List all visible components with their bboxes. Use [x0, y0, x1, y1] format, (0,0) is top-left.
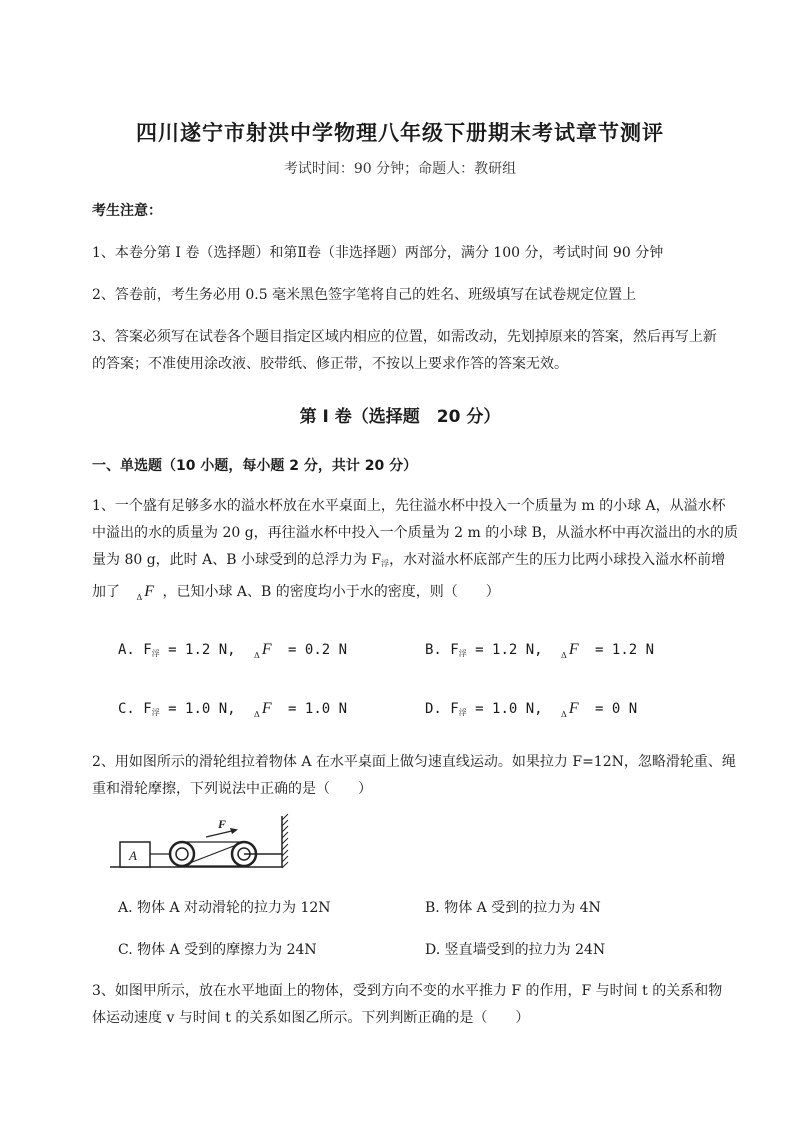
notice-item-2: 2、答卷前，考生务必用 0.5 毫米黑色签字笔将自己的姓名、班级填写在试卷规定位置上 [92, 287, 637, 303]
q2-line-1: 2、用如图所示的滑轮组拉着物体 A 在水平桌面上做匀速直线运动。如果拉力 F=12N，忽略滑轮重、绳 [92, 754, 736, 770]
q1-line-4a: 加了 [92, 584, 120, 600]
q2-option-a[interactable]: A. 物体 A 对动滑轮的拉力为 12N [118, 900, 331, 916]
q1-line-1: 1、一个盛有足够多水的溢水杯放在水平桌面上，先往溢水杯中投入一个质量为 m 的小球 A，从溢水杯 [92, 498, 726, 514]
option-delta-value: = 0.2 N [288, 642, 348, 658]
q2-option-d[interactable]: D. 竖直墙受到的拉力为 24N [425, 942, 606, 958]
buoyancy-subscript: 浮 [151, 708, 160, 717]
q2-option-b[interactable]: B. 物体 A 受到的拉力为 4N [425, 900, 601, 916]
page-title: 四川遂宁市射洪中学物理八年级下册期末考试章节测评 [136, 121, 664, 145]
option-delta-value: = 0 N [595, 701, 638, 717]
q1-option-a[interactable]: A. $F_浮 = 1.2$ N, $_\Delta$ F = 0.2 N [118, 641, 348, 660]
q3-line-2: 体运动速度 v 与时间 t 的关系如图乙所示。下列判断正确的是（ ） [92, 1010, 530, 1026]
notice-item-1: 1、本卷分第 I 卷（选择题）和第Ⅱ卷（非选择题）两部分，满分 100 分，考试时间 90 分钟 [92, 245, 664, 261]
q3-line-1: 3、如图甲所示，放在水平地面上的物体，受到方向不变的水平推力 F 的作用，F 与时间 t 的关系和物 [92, 983, 723, 999]
block-a-label: A [129, 848, 137, 863]
option-f-value: = 1.2 N, [168, 642, 236, 658]
option-label: D. [425, 701, 442, 717]
q1-line-3b: ，水对溢水杯底部产生的压力比两小球投入溢水杯前增 [389, 552, 726, 568]
notice-heading: 考生注意： [92, 203, 162, 219]
option-label: C. [118, 701, 135, 717]
q1-line-3a: 量为 80 g，此时 A、B 小球受到的总浮力为 F [92, 552, 382, 568]
option-label: B. [425, 642, 442, 658]
q2-line-2: 重和滑轮摩擦，下列说法中正确的是（ ） [92, 781, 372, 797]
q1-line-4 [92, 582, 742, 608]
q2-option-c[interactable]: C. 物体 A 受到的摩擦力为 24N [118, 942, 317, 958]
buoyancy-subscript: 浮 [458, 708, 467, 717]
q1-line-4b: ，已知小球 A、B 的密度均小于水的密度，则（ ） [162, 584, 500, 600]
option-delta-value: = 1.2 N [595, 642, 655, 658]
notice-item-3: 3、答案必须写在试卷各个题目指定区域内相应的位置，如需改动，先划掉原来的答案，然后再写上新 [92, 329, 717, 345]
notice-item-3-cont: 的答案；不准使用涂改液、胶带纸、修正带，不按以上要求作答的答案无效。 [92, 356, 568, 372]
q1-option-d[interactable]: D. $F_浮 = 1.0$ N, $_\Delta$ F = 0 N [425, 700, 638, 719]
part-heading: 一、单选题（10 小题，每小题 2 分，共计 20 分） [92, 458, 418, 474]
q1-option-c[interactable]: C. $F_浮 = 1.0$ N, $_\Delta$ F = 1.0 N [118, 700, 348, 719]
force-label: F [218, 817, 227, 831]
section-title: 第 I 卷（选择题 20 分） [299, 407, 501, 427]
q1-line-2: 中溢出的水的质量为 20 g，再往溢水杯中投入一个质量为 2 m 的小球 B，从溢水杯中再次溢出的水的质 [92, 525, 738, 541]
exam-info: 考试时间：90 分钟；命题人：教研组 [283, 161, 517, 177]
option-delta-value: = 1.0 N [288, 701, 348, 717]
force-symbol: F [144, 583, 155, 600]
buoyancy-subscript: 浮 [151, 649, 160, 658]
option-f-value: = 1.0 N, [168, 701, 236, 717]
buoyancy-subscript: 浮 [381, 559, 390, 568]
pulley-figure [110, 812, 290, 874]
option-f-value: = 1.2 N, [475, 642, 543, 658]
option-f-value: = 1.0 N, [475, 701, 543, 717]
q1-line-3 [92, 550, 742, 574]
force-arrow-icon [230, 828, 238, 834]
q1-option-b[interactable]: B. $F_浮 = 1.2$ N, $_\Delta$ F = 1.2 N [425, 641, 655, 660]
delta-symbol: Δ [136, 593, 143, 602]
option-label: A. [118, 642, 135, 658]
buoyancy-subscript: 浮 [458, 649, 467, 658]
